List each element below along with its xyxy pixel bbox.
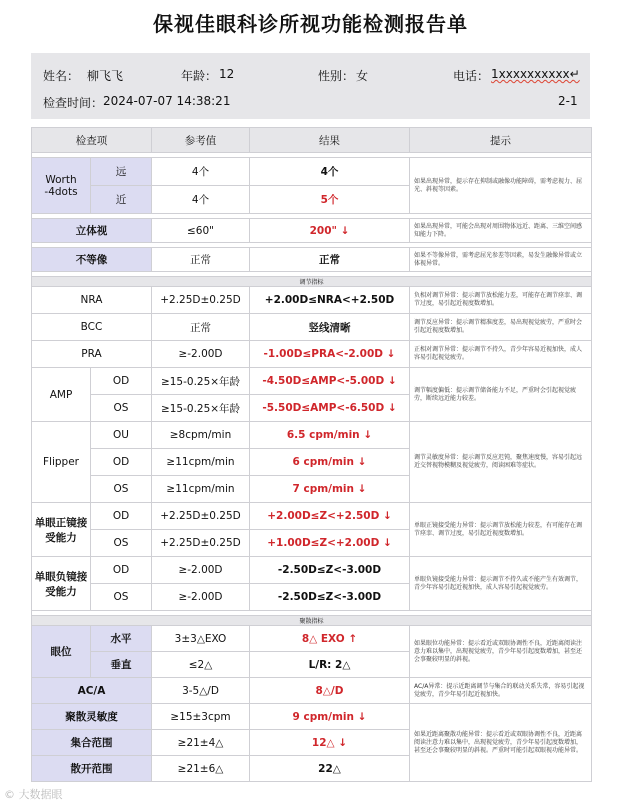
worth-tip: 如果出现异常，提示存在抑制或融像功能障碍，需考虑视力、屈光、斜视等因素。 (410, 158, 592, 214)
worth-far-ref: 4个 (152, 158, 250, 186)
aca-tip: AC/A异常：提示近距离调节与集合的联动关系失常，容易引起视觉疲劳，青少年易引起近视加快。 (410, 678, 592, 704)
pra-label: PRA (32, 341, 152, 368)
flipper-od-ref: ≥11cpm/min (152, 449, 250, 476)
worth-near-result: 5个 (250, 186, 410, 214)
aniseikonia-label: 不等像 (32, 248, 152, 272)
amp-od-ref: ≥15-0.25×年龄 (152, 368, 250, 395)
pos-lens-os-result: +1.00D≤Z<+2.00D ↓ (250, 530, 410, 557)
nra-ref: +2.25D±0.25D (152, 287, 250, 314)
report-title: 保视佳眼科诊所视功能检测报告单 (153, 12, 468, 36)
pra-tip: 正相对调节异常：提示调节不持久，青少年容易近视加快，成人容易引起视觉疲劳。 (410, 341, 592, 368)
vergence-tip: 如果近距离聚散功能异常：提示看近或双眼协调性不良，近距离阅读注意力难以集中，出现视觉疲劳，青少年易引起度数增加，甚至还会事聚较明显的斜视。严重时可能引起双眼视功能异常。 (410, 704, 592, 782)
aca-result: 8△/D (250, 678, 410, 704)
patient-gender: 女 (356, 69, 369, 83)
header-item: 检查项 (32, 128, 152, 153)
pra-result: -1.00D≤PRA<-2.00D ↓ (250, 341, 410, 368)
bcc-ref: 正常 (152, 314, 250, 341)
amp-os-result: -5.50D≤AMP<-6.50D ↓ (250, 395, 410, 422)
header-result: 结果 (250, 128, 410, 153)
page-number: 2-1 (558, 94, 578, 108)
bcc-result: 竖线清晰 (250, 314, 410, 341)
stereo-label: 立体视 (32, 219, 152, 243)
worth-far-result: 4个 (250, 158, 410, 186)
divergence-ref: ≥21±6△ (152, 756, 250, 782)
neg-lens-os-result: -2.50D≤Z<-3.00D (250, 584, 410, 611)
flipper-ou-label: OU (91, 422, 152, 449)
aca-ref: 3-5△/D (152, 678, 250, 704)
stereo-tip: 如果出现异常，可能会出现对周围物体远近、距离、三维空间感知能力下降。 (410, 219, 592, 243)
table-row (32, 557, 592, 584)
worth-far-label: 远 (91, 158, 152, 186)
gender-label: 性别： (318, 69, 355, 83)
header-row (32, 128, 592, 153)
aca-label: AC/A (32, 678, 152, 704)
worth-near-ref: 4个 (152, 186, 250, 214)
flipper-od-label: OD (91, 449, 152, 476)
header-tip: 提示 (410, 128, 592, 153)
flipper-ou-result: 6.5 cpm/min ↓ (250, 422, 410, 449)
table-row (32, 422, 592, 449)
aniseikonia-tip: 如果不等像异常，需考虑屈光参差等因素，易发生融像异常或立体视异常。 (410, 248, 592, 272)
name-label: 姓名： (43, 69, 80, 83)
table-row (32, 287, 592, 314)
table-row (32, 248, 592, 272)
flipper-ou-ref: ≥8cpm/min (152, 422, 250, 449)
neg-lens-os-label: OS (91, 584, 152, 611)
table-row (32, 314, 592, 341)
neg-lens-label: 单眼负镜接受能力 (32, 557, 91, 611)
phoria-h-ref: 3±3△EXO (152, 626, 250, 652)
table-row (32, 626, 592, 652)
table-row (32, 704, 592, 730)
pos-lens-od-label: OD (91, 503, 152, 530)
amp-od-label: OD (91, 368, 152, 395)
phone-label: 电话： (453, 69, 490, 83)
phoria-h-result: 8△ EXO ↑ (250, 626, 410, 652)
table-row (32, 678, 592, 704)
divergence-result: 22△ (250, 756, 410, 782)
pos-lens-tip: 单眼正镜接受能力异常：提示调节放松能力较差，有可能存在调节痉挛、调节过度，易引起近视度数增加。 (410, 503, 592, 557)
neg-lens-tip: 单眼负镜接受能力异常：提示调节不持久或不能产生有效调节，青少年容易引起近视加快，成人容易引起视觉疲劳。 (410, 557, 592, 611)
phoria-v-label: 垂直 (91, 652, 152, 678)
stereo-result: 200" ↓ (250, 219, 410, 243)
bcc-label: BCC (32, 314, 152, 341)
worth-near-label: 近 (91, 186, 152, 214)
pos-lens-os-ref: +2.25D±0.25D (152, 530, 250, 557)
vergence-facility-label: 聚散灵敏度 (32, 704, 152, 730)
flipper-label: Flipper (32, 422, 91, 503)
amp-tip: 调节幅度偏低：提示调节储备能力不足，严重时会引起视觉疲劳，断续远近能力较差。 (410, 368, 592, 422)
age-label: 年龄： (181, 69, 218, 83)
vergence-facility-ref: ≥15±3cpm (152, 704, 250, 730)
flipper-os-result: 7 cpm/min ↓ (250, 476, 410, 503)
section-accommodation: 调节指标 (32, 277, 592, 287)
convergence-result: 12△ ↓ (250, 730, 410, 756)
pos-lens-label: 单眼正镜接受能力 (32, 503, 91, 557)
phoria-v-ref: ≤2△ (152, 652, 250, 678)
table-row (32, 158, 592, 186)
pos-lens-od-ref: +2.25D±0.25D (152, 503, 250, 530)
watermark: © 大数据眼 (4, 788, 63, 801)
stereo-ref: ≤60" (152, 219, 250, 243)
amp-os-ref: ≥15-0.25×年龄 (152, 395, 250, 422)
results-table (31, 127, 592, 782)
aniseikonia-ref: 正常 (152, 248, 250, 272)
neg-lens-od-result: -2.50D≤Z<-3.00D (250, 557, 410, 584)
section-vergence: 聚散指标 (32, 616, 592, 626)
header-ref: 参考值 (152, 128, 250, 153)
patient-name: 柳飞飞 (87, 69, 124, 83)
patient-age: 12 (219, 67, 235, 81)
nra-result: +2.00D≤NRA<+2.50D (250, 287, 410, 314)
flipper-tip: 调节灵敏度异常：提示调节反应迟钝，聚焦速度慢，容易引起远近交替视物模糊及视觉疲劳，阅读困难等症状。 (410, 422, 592, 503)
table-row (32, 503, 592, 530)
pos-lens-os-label: OS (91, 530, 152, 557)
amp-os-label: OS (91, 395, 152, 422)
aniseikonia-result: 正常 (250, 248, 410, 272)
flipper-os-label: OS (91, 476, 152, 503)
neg-lens-od-label: OD (91, 557, 152, 584)
worth-label: Worth -4dots (32, 158, 91, 214)
neg-lens-os-ref: ≥-2.00D (152, 584, 250, 611)
amp-od-result: -4.50D≤AMP<-5.00D ↓ (250, 368, 410, 395)
pra-ref: ≥-2.00D (152, 341, 250, 368)
phoria-v-result: L/R: 2△ (250, 652, 410, 678)
phoria-h-label: 水平 (91, 626, 152, 652)
convergence-label: 集合范围 (32, 730, 152, 756)
patient-phone: 1xxxxxxxxxx↵ (491, 67, 580, 81)
phoria-tip: 如果眼位功能异常：提示看近或双眼协调性不良，近距离阅读注意力难以集中，出现视觉疲劳，青少年易引起度数增加，甚至还会事聚较明显的斜视。 (410, 626, 592, 678)
flipper-os-ref: ≥11cpm/min (152, 476, 250, 503)
bcc-tip: 调节反应异常：提示调节精准度差，易出现视觉疲劳，严重时会引起近视度数增加。 (410, 314, 592, 341)
table-row (32, 219, 592, 243)
neg-lens-od-ref: ≥-2.00D (152, 557, 250, 584)
amp-label: AMP (32, 368, 91, 422)
nra-tip: 负相对调节异常：提示调节放松能力差，可能存在调节痉挛、调节过度，易引起近视度数增加。 (410, 287, 592, 314)
vergence-facility-result: 9 cpm/min ↓ (250, 704, 410, 730)
nra-label: NRA (32, 287, 152, 314)
time-label: 检查时间： (43, 96, 104, 110)
flipper-od-result: 6 cpm/min ↓ (250, 449, 410, 476)
phoria-label: 眼位 (32, 626, 91, 678)
table-row (32, 368, 592, 395)
patient-info (31, 53, 590, 119)
exam-time: 2024-07-07 14:38:21 (103, 94, 231, 108)
convergence-ref: ≥21±4△ (152, 730, 250, 756)
pos-lens-od-result: +2.00D≤Z<+2.50D ↓ (250, 503, 410, 530)
table-row (32, 341, 592, 368)
divergence-label: 散开范围 (32, 756, 152, 782)
